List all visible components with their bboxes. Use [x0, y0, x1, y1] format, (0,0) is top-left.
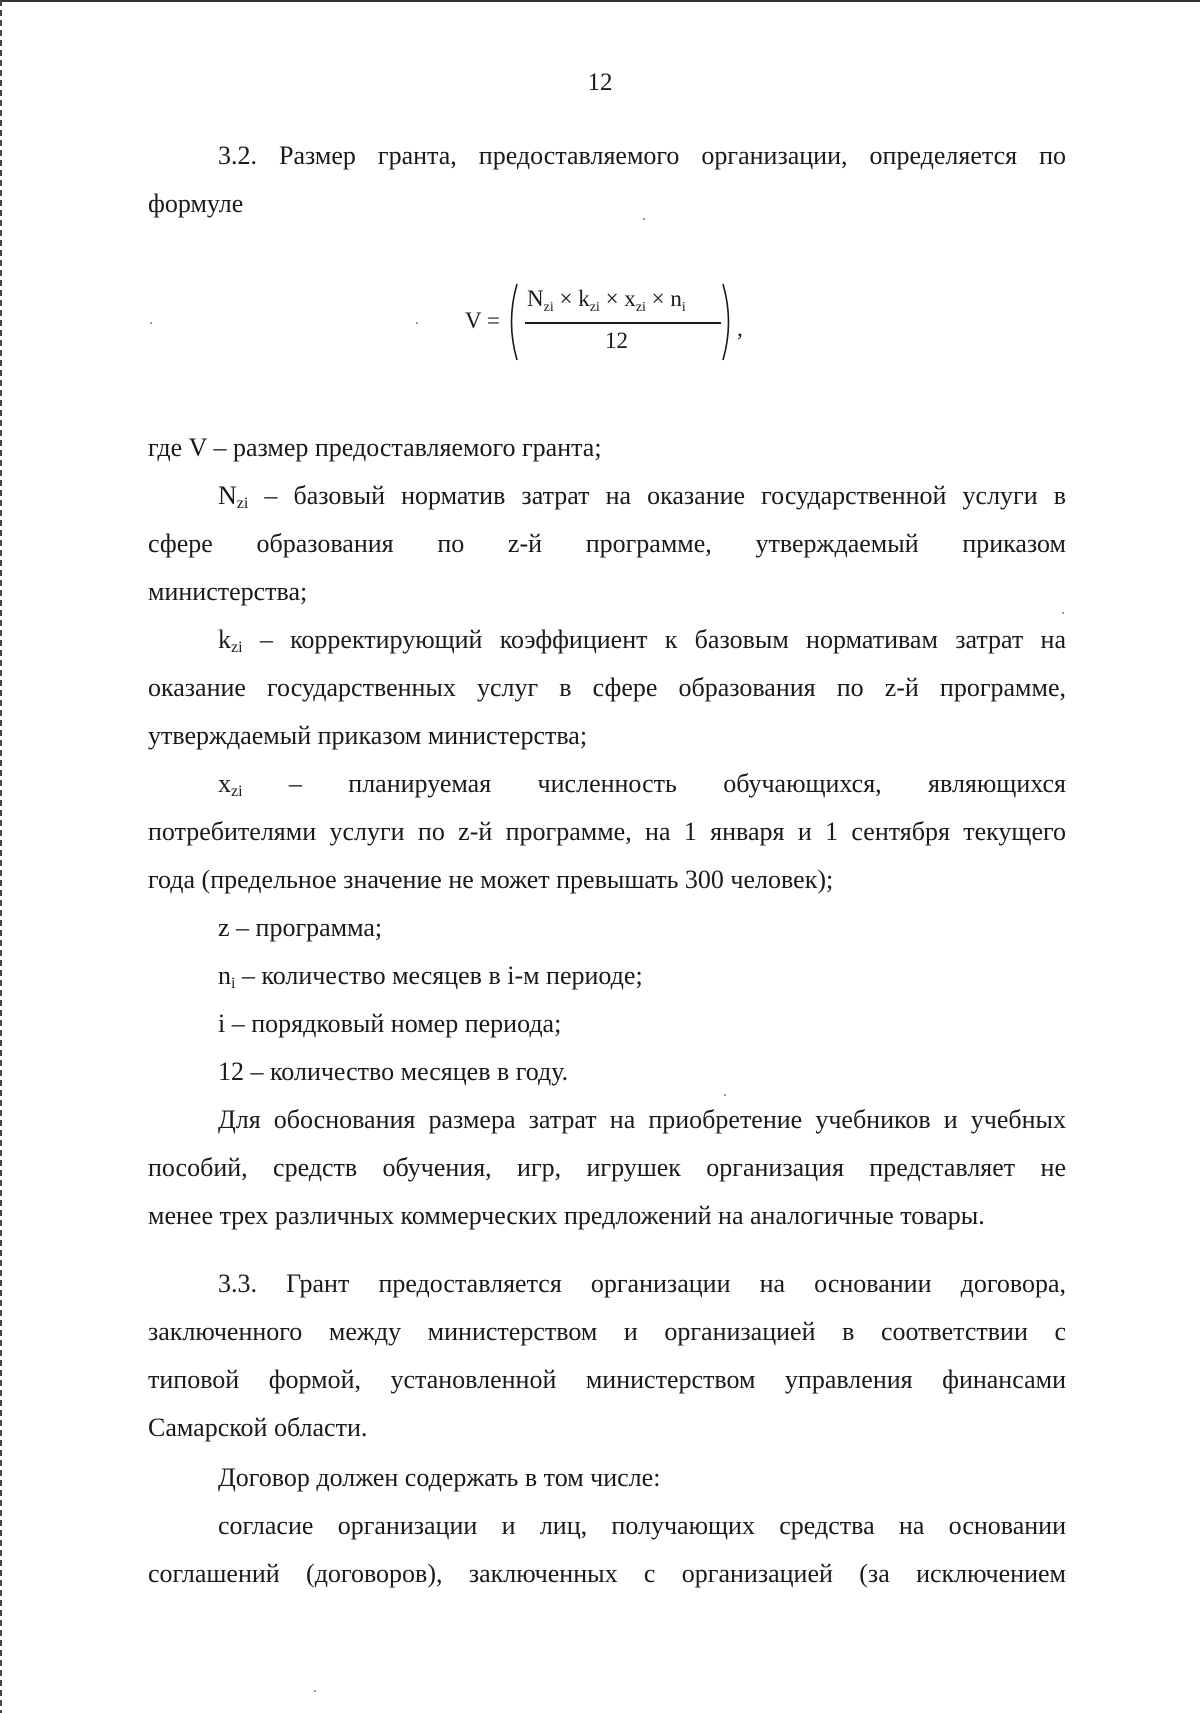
paragraph-3-3-line-2: заключенного между министерством и организацией в соответствии с	[148, 1317, 1066, 1346]
justification-line-3: менее трех различных коммерческих предложений на аналогичные товары.	[148, 1201, 985, 1230]
definition-xzi-line-2: потребителями услуги по z-й программе, на 1 января и 1 сентября текущего	[148, 817, 1066, 846]
definition-nzi-line-2: сфере образования по z-й программе, утверждаемый приказом	[148, 529, 1066, 558]
contract-intro: Договор должен содержать в том числе:	[218, 1463, 661, 1492]
justification-line-2: пособий, средств обучения, игр, игрушек организация представляет не	[148, 1153, 1066, 1182]
definition-kzi-line-2: оказание государственных услуг в сфере образования по z-й программе,	[148, 673, 1066, 702]
formula-lhs: V =	[465, 308, 500, 333]
definition-ni: $n_i$ – количество месяцев в i-м периоде;	[218, 961, 643, 992]
definition-kzi-line-3: утверждаемый приказом министерства;	[148, 721, 588, 750]
formula-comma: ,	[737, 316, 743, 341]
contract-line-1: согласие организации и лиц, получающих средства на основании	[218, 1511, 1066, 1540]
scan-speck	[416, 322, 418, 324]
scan-speck	[643, 218, 645, 220]
scan-speck	[314, 1690, 316, 1692]
contract-section	[148, 1454, 1066, 1598]
fraction-bar	[525, 322, 721, 324]
definition-v: где V – размер предоставляемого гранта;	[148, 433, 602, 462]
definition-12: 12 – количество месяцев в году.	[218, 1057, 569, 1086]
scan-top-edge	[0, 0, 1200, 2]
page-number: 12	[587, 69, 613, 96]
paragraph-3-3-line-3: типовой формой, установленной министерством управления финансами	[148, 1365, 1066, 1394]
scan-speck	[1062, 612, 1064, 614]
definition-xzi-line-3: года (предельное значение не может превышать 300 человек);	[148, 865, 834, 894]
definitions	[148, 424, 1066, 1240]
definition-z: z – программа;	[218, 913, 383, 942]
justification-line-1: Для обоснования размера затрат на приобретение учебников и учебных	[218, 1105, 1066, 1134]
definition-i: i – порядковый номер периода;	[218, 1009, 562, 1038]
contract-line-2: соглашений (договоров), заключенных с организацией (за исключением	[148, 1559, 1066, 1588]
paragraph-3-2	[148, 132, 1066, 228]
scan-speck	[724, 1094, 726, 1096]
scan-left-edge	[0, 0, 2, 1713]
definition-kzi-line-1: $k_{zi}$ – корректирующий коэффициент к базовым нормативам затрат на	[218, 625, 1066, 656]
formula-denominator: 12	[605, 328, 628, 353]
right-parenthesis	[721, 282, 735, 362]
definition-nzi-line-1: $N_{zi}$ – базовый норматив затрат на оказание государственной услуги в	[218, 481, 1066, 512]
definition-nzi-line-3: министерства;	[148, 577, 308, 606]
paragraph-3-3	[148, 1260, 1066, 1452]
paragraph-3-3-line-4: Самарской области.	[148, 1413, 368, 1442]
paragraph-3-2-line-1: 3.2. Размер гранта, предоставляемого организации, определяется по	[218, 141, 1066, 170]
paragraph-3-3-line-1: 3.3. Грант предоставляется организации на основании договора,	[218, 1269, 1066, 1298]
formula-numerator: $N_{zi} \times k_{zi} \times x_{zi} \times n_i$	[527, 286, 686, 315]
paragraph-3-2-line-2: формуле	[148, 189, 244, 218]
grant-formula	[455, 282, 775, 362]
definition-xzi-line-1: $x_{zi}$ – планируемая численность обучающихся, являющихся	[218, 769, 1066, 800]
scan-speck	[150, 322, 152, 324]
